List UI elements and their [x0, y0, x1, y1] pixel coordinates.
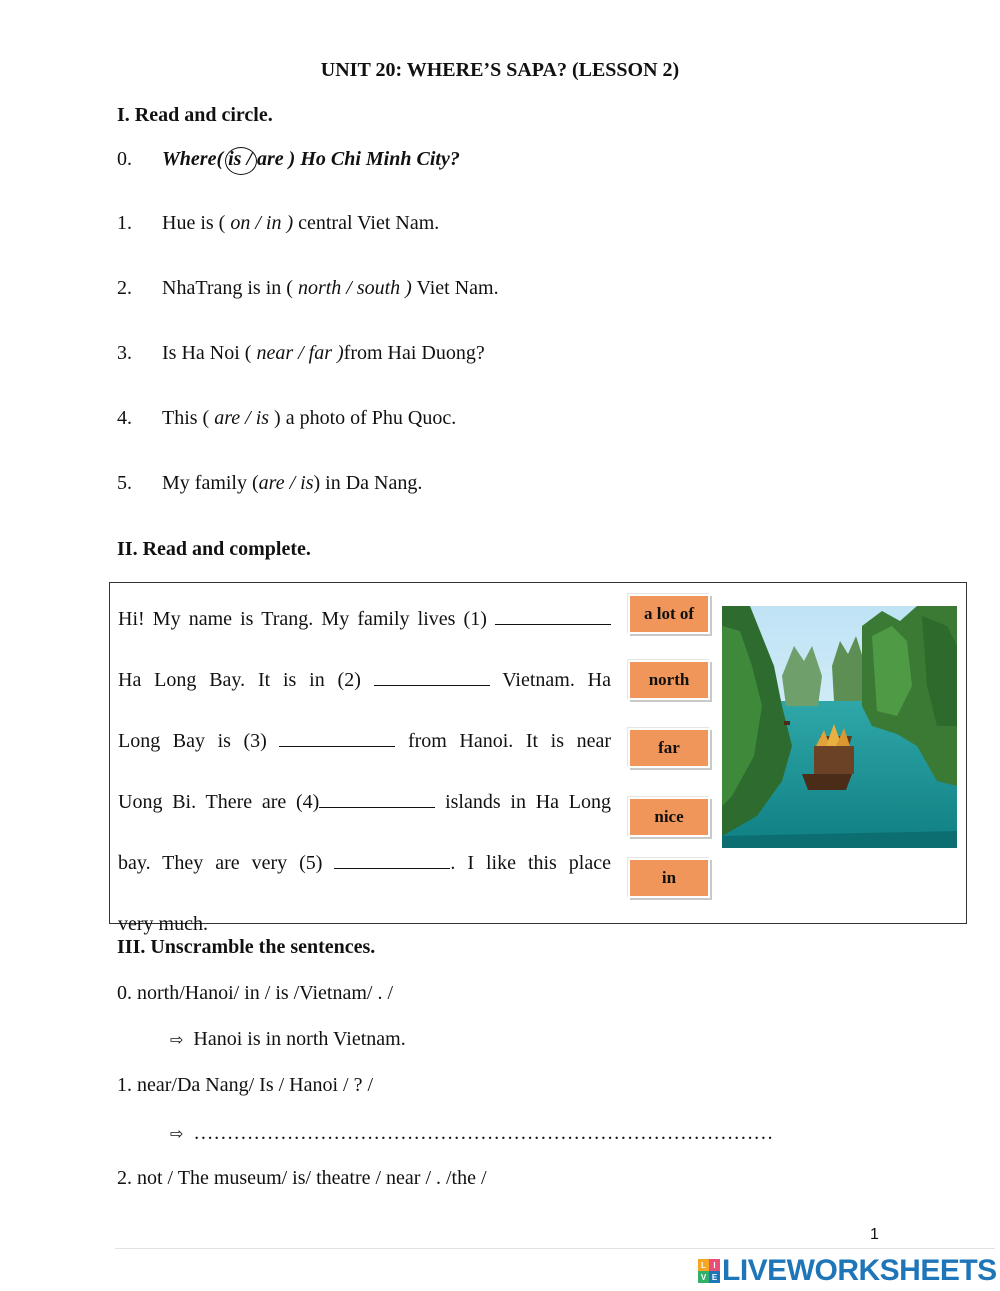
- item-4-post: ) a photo of Phu Quoc.: [269, 407, 457, 429]
- passage-line-4-text-a: Uong Bi. There are (4): [118, 791, 320, 813]
- section-2-heading: II. Read and complete.: [117, 538, 311, 560]
- passage-text: [118, 589, 611, 955]
- item-0-options: is / are ) Ho Chi Minh City?: [223, 148, 460, 170]
- arrow-icon: ⇨: [170, 1030, 184, 1049]
- passage-line-4: [118, 772, 611, 833]
- item-1-pre: Hue is (: [162, 212, 231, 234]
- section-3-heading: III. Unscramble the sentences.: [117, 936, 376, 958]
- liveworksheets-logo: [698, 1254, 997, 1288]
- item-1-text: [162, 212, 439, 235]
- logo-tile-l: L: [698, 1259, 709, 1271]
- answer-circle: [225, 147, 257, 175]
- item-5-options[interactable]: are / is: [258, 472, 314, 494]
- logo-tile-v: V: [698, 1271, 709, 1283]
- blank-4[interactable]: [319, 791, 435, 808]
- word-card-a-lot-of[interactable]: a lot of: [628, 594, 710, 634]
- blank-2[interactable]: [374, 669, 490, 686]
- item-4-pre: This (: [162, 407, 215, 429]
- item-0-pre: Where(: [162, 148, 224, 170]
- item-2-post: Viet Nam.: [411, 277, 499, 299]
- answer-0-text: Hanoi is in north Vietnam.: [193, 1028, 406, 1050]
- unscramble-answer-0: [170, 1028, 406, 1051]
- passage-line-3: [118, 711, 611, 772]
- unscramble-question-1: 1. near/Da Nang/ Is / Hanoi / ? /: [117, 1074, 374, 1096]
- passage-line-3-text-b: from Hanoi. It is near: [395, 730, 612, 752]
- unscramble-answer-1: [170, 1122, 773, 1145]
- blank-3[interactable]: [279, 730, 395, 747]
- logo-tile-e: E: [709, 1271, 720, 1283]
- item-1-options[interactable]: on / in ): [230, 212, 294, 234]
- item-5-post: ) in Da Nang.: [313, 472, 423, 494]
- ha-long-bay-photo: [722, 606, 957, 848]
- item-3-options[interactable]: near / far ): [256, 342, 344, 364]
- passage-line-3-text-a: Long Bay is (3): [118, 730, 280, 752]
- logo-tile-i: I: [709, 1259, 720, 1271]
- passage-line-4-text-b: islands in Ha Long: [435, 791, 611, 813]
- item-2-options[interactable]: north / south ): [297, 277, 412, 299]
- item-0-text: [162, 148, 460, 171]
- unscramble-question-0: 0. north/Hanoi/ in / is /Vietnam/ . /: [117, 982, 393, 1004]
- item-3-pre: Is Ha Noi (: [162, 342, 257, 364]
- item-5-text: [162, 472, 422, 495]
- passage-line-1: [118, 589, 611, 650]
- passage-line-1-text: Hi! My name is Trang. My family lives (1): [118, 608, 495, 630]
- item-5-number: 5.: [117, 472, 132, 494]
- liveworksheets-logo-icon: [698, 1259, 720, 1283]
- passage-line-5-text-a: bay. They are very (5): [118, 852, 335, 874]
- answer-1-field[interactable]: ……………………………………………………………………………: [193, 1122, 774, 1144]
- passage-line-2: [118, 650, 611, 711]
- item-4-text: [162, 407, 456, 430]
- item-4-options[interactable]: are / is: [214, 407, 270, 429]
- passage-line-5: [118, 833, 611, 894]
- passage-line-6: very much.: [118, 913, 208, 935]
- blank-1[interactable]: [495, 608, 611, 625]
- item-4-number: 4.: [117, 407, 132, 429]
- word-card-in[interactable]: in: [628, 858, 710, 898]
- item-1-number: 1.: [117, 212, 132, 234]
- page-title: UNIT 20: WHERE’S SAPA? (LESSON 2): [320, 59, 680, 81]
- word-card-nice[interactable]: nice: [628, 797, 710, 837]
- item-2-text: [162, 277, 499, 300]
- word-card-far[interactable]: far: [628, 728, 710, 768]
- item-3-text: [162, 342, 485, 365]
- section-1-heading: I. Read and circle.: [117, 104, 273, 126]
- passage-line-5-text-b: . I like this place: [450, 852, 611, 874]
- word-card-north[interactable]: north: [628, 660, 710, 700]
- item-0-number: 0.: [117, 148, 132, 170]
- unscramble-question-2: 2. not / The museum/ is/ theatre / near / . /the /: [117, 1167, 487, 1189]
- item-2-pre: NhaTrang is in (: [162, 277, 298, 299]
- item-3-number: 3.: [117, 342, 132, 364]
- footer-divider: [115, 1248, 995, 1249]
- logo-text: LIVEWORKSHEETS: [722, 1254, 997, 1287]
- item-5-pre: My family (: [162, 472, 259, 494]
- item-2-number: 2.: [117, 277, 132, 299]
- item-3-post: from Hai Duong?: [343, 342, 485, 364]
- ha-long-bay-image: [722, 606, 957, 848]
- passage-line-2-text-b: Vietnam. Ha: [489, 669, 612, 691]
- blank-5[interactable]: [334, 852, 450, 869]
- arrow-icon: ⇨: [170, 1124, 184, 1143]
- passage-line-2-text-a: Ha Long Bay. It is in (2): [118, 669, 374, 691]
- item-1-post: central Viet Nam.: [293, 212, 440, 234]
- page-number: 1: [870, 1226, 879, 1243]
